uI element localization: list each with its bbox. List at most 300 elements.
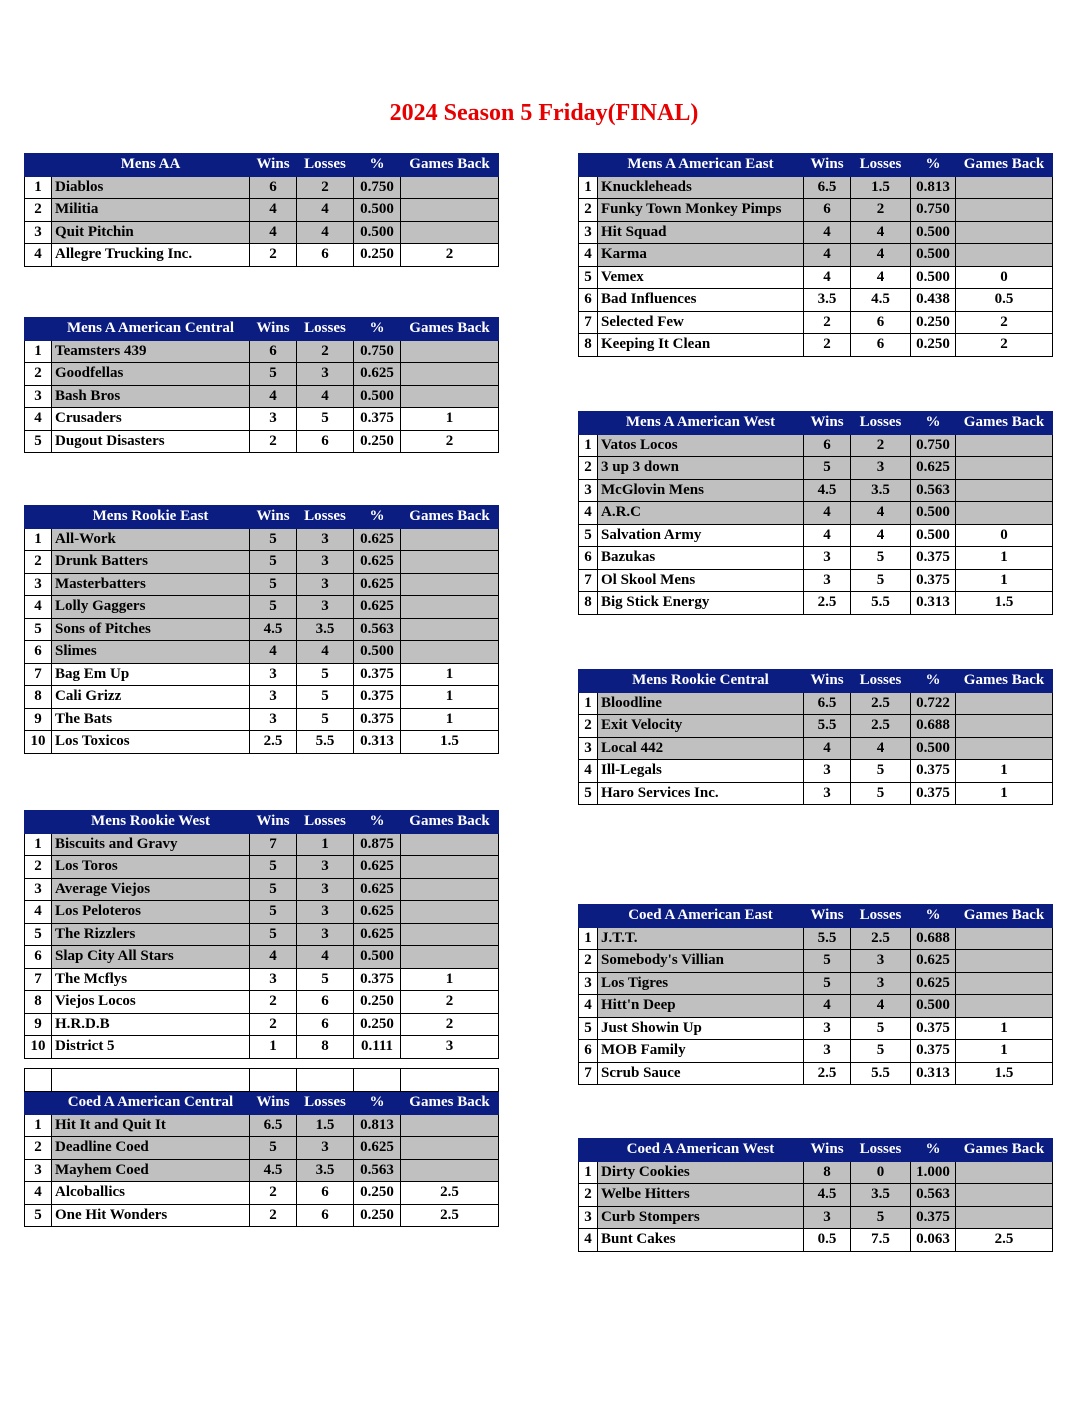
games-back-cell: 0.5: [956, 289, 1053, 312]
games-back-cell: 1: [401, 408, 499, 431]
games-back-cell: [401, 1137, 499, 1160]
wins-cell: 5: [250, 1137, 297, 1160]
games-back-cell: 1: [956, 547, 1053, 570]
pct-cell: 0.500: [911, 524, 956, 547]
rank-cell: 1: [25, 340, 52, 363]
pct-header: %: [911, 154, 956, 177]
wins-cell: 3: [804, 782, 851, 805]
wins-cell: 5: [250, 573, 297, 596]
games-back-cell: [401, 923, 499, 946]
pct-cell: 0.250: [911, 311, 956, 334]
team-row: [579, 950, 1053, 973]
team-row: [579, 692, 1053, 715]
games-back-cell: [956, 176, 1053, 199]
losses-cell: 5: [851, 547, 911, 570]
games-back-cell: 2: [401, 430, 499, 453]
losses-cell: 3: [297, 363, 354, 386]
games-back-cell: [401, 1114, 499, 1137]
wins-cell: 4.5: [250, 618, 297, 641]
pct-cell: 1.000: [911, 1161, 956, 1184]
wins-cell: 4: [804, 524, 851, 547]
pct-cell: 0.813: [354, 1114, 401, 1137]
games-back-cell: 1: [401, 708, 499, 731]
rank-cell: 10: [25, 1036, 52, 1059]
losses-cell: 3: [297, 528, 354, 551]
games-back-cell: 2: [401, 991, 499, 1014]
wins-header: Wins: [804, 670, 851, 693]
division-name: Coed A American Central: [52, 1092, 250, 1115]
team-name-cell: The Mcflys: [52, 968, 250, 991]
wins-cell: 4: [804, 502, 851, 525]
losses-cell: 5: [851, 569, 911, 592]
rank-cell: 9: [25, 1013, 52, 1036]
wins-cell: 6: [804, 434, 851, 457]
team-name-cell: Hit Squad: [598, 221, 804, 244]
losses-cell: 3: [297, 573, 354, 596]
pct-cell: 0.250: [354, 430, 401, 453]
losses-cell: 5: [851, 1040, 911, 1063]
team-name-cell: Dugout Disasters: [52, 430, 250, 453]
wins-cell: 5.5: [804, 715, 851, 738]
losses-cell: 3: [297, 1137, 354, 1160]
pct-cell: 0.500: [911, 244, 956, 267]
losses-cell: 5: [297, 663, 354, 686]
pct-cell: 0.500: [354, 221, 401, 244]
header-blank: [25, 506, 52, 529]
rank-cell: 5: [25, 1204, 52, 1227]
division-name: Mens A American East: [598, 154, 804, 177]
team-name-cell: H.R.D.B: [52, 1013, 250, 1036]
wins-header: Wins: [804, 154, 851, 177]
games-back-cell: [956, 244, 1053, 267]
wins-cell: 6: [250, 176, 297, 199]
pct-cell: 0.250: [354, 991, 401, 1014]
games-back-header: Games Back: [956, 412, 1053, 435]
rank-cell: 4: [579, 995, 598, 1018]
team-row: [25, 385, 499, 408]
pct-cell: 0.750: [354, 340, 401, 363]
division-name: Mens A American West: [598, 412, 804, 435]
games-back-cell: [956, 972, 1053, 995]
wins-cell: 2: [250, 244, 297, 267]
page-title: 2024 Season 5 Friday(FINAL): [389, 100, 699, 126]
games-back-cell: [401, 199, 499, 222]
losses-header: Losses: [297, 506, 354, 529]
pct-header: %: [354, 811, 401, 834]
losses-cell: 3: [297, 923, 354, 946]
games-back-cell: [401, 221, 499, 244]
team-name-cell: Los Toxicos: [52, 731, 250, 754]
losses-cell: 3.5: [297, 1159, 354, 1182]
team-name-cell: Hit It and Quit It: [52, 1114, 250, 1137]
team-row: [579, 782, 1053, 805]
team-row: [25, 551, 499, 574]
team-row: [25, 221, 499, 244]
pct-cell: 0.625: [354, 878, 401, 901]
losses-cell: 8: [297, 1036, 354, 1059]
pct-cell: 0.250: [354, 244, 401, 267]
rank-cell: 3: [579, 479, 598, 502]
team-name-cell: Masterbatters: [52, 573, 250, 596]
header-blank: [579, 412, 598, 435]
wins-cell: 3: [250, 408, 297, 431]
wins-cell: 6.5: [804, 176, 851, 199]
team-row: [25, 968, 499, 991]
wins-header: Wins: [804, 1139, 851, 1162]
team-name-cell: McGlovin Mens: [598, 479, 804, 502]
games-back-cell: [401, 618, 499, 641]
team-row: [25, 901, 499, 924]
rank-cell: 5: [579, 524, 598, 547]
team-row: [579, 1161, 1053, 1184]
rank-cell: 3: [579, 972, 598, 995]
wins-cell: 2: [804, 311, 851, 334]
rank-cell: 4: [579, 1229, 598, 1252]
wins-cell: 0.5: [804, 1229, 851, 1252]
team-row: [579, 995, 1053, 1018]
wins-cell: 5: [250, 363, 297, 386]
team-row: [25, 946, 499, 969]
standings-table-mens-a-american-central: [24, 317, 499, 453]
losses-cell: 6: [297, 430, 354, 453]
games-back-cell: 2: [401, 1013, 499, 1036]
losses-cell: 4: [851, 995, 911, 1018]
pct-header: %: [354, 1092, 401, 1115]
wins-header: Wins: [250, 318, 297, 341]
team-name-cell: Lolly Gaggers: [52, 596, 250, 619]
rank-cell: 2: [25, 363, 52, 386]
team-row: [25, 856, 499, 879]
header-blank: [25, 154, 52, 177]
pct-header: %: [911, 905, 956, 928]
team-name-cell: Big Stick Energy: [598, 592, 804, 615]
losses-cell: 5: [297, 686, 354, 709]
team-name-cell: Deadline Coed: [52, 1137, 250, 1160]
team-row: [579, 176, 1053, 199]
losses-cell: 4: [297, 385, 354, 408]
team-row: [25, 1013, 499, 1036]
team-row: [25, 731, 499, 754]
losses-cell: 2: [851, 434, 911, 457]
team-name-cell: Knuckleheads: [598, 176, 804, 199]
team-name-cell: Cali Grizz: [52, 686, 250, 709]
team-name-cell: Crusaders: [52, 408, 250, 431]
team-name-cell: A.R.C: [598, 502, 804, 525]
rank-cell: 9: [25, 708, 52, 731]
games-back-cell: [401, 596, 499, 619]
pct-cell: 0.688: [911, 715, 956, 738]
pct-cell: 0.500: [354, 385, 401, 408]
losses-cell: 6: [297, 1204, 354, 1227]
pct-cell: 0.250: [911, 334, 956, 357]
losses-cell: 2.5: [851, 927, 911, 950]
pct-cell: 0.875: [354, 833, 401, 856]
division-name: Mens Rookie East: [52, 506, 250, 529]
wins-cell: 5: [250, 901, 297, 924]
header-blank: [579, 1139, 598, 1162]
rank-cell: 5: [579, 782, 598, 805]
losses-header: Losses: [851, 412, 911, 435]
games-back-cell: 3: [401, 1036, 499, 1059]
pct-cell: 0.250: [354, 1182, 401, 1205]
losses-header: Losses: [297, 318, 354, 341]
team-name-cell: Welbe Hitters: [598, 1184, 804, 1207]
losses-cell: 2: [851, 199, 911, 222]
rank-cell: 4: [25, 408, 52, 431]
team-row: [25, 663, 499, 686]
games-back-cell: 1.5: [401, 731, 499, 754]
pct-cell: 0.375: [354, 968, 401, 991]
standings-table-mens-rookie-east: [24, 505, 499, 754]
team-name-cell: All-Work: [52, 528, 250, 551]
pct-cell: 0.250: [354, 1204, 401, 1227]
pct-cell: 0.563: [911, 1184, 956, 1207]
team-row: [25, 1036, 499, 1059]
games-back-cell: [401, 551, 499, 574]
team-row: [25, 833, 499, 856]
team-row: [25, 991, 499, 1014]
losses-header: Losses: [851, 670, 911, 693]
wins-cell: 4: [250, 641, 297, 664]
team-row: [25, 340, 499, 363]
pct-cell: 0.375: [911, 569, 956, 592]
games-back-cell: [401, 573, 499, 596]
pct-header: %: [911, 670, 956, 693]
rank-cell: 1: [25, 833, 52, 856]
wins-cell: 4.5: [804, 1184, 851, 1207]
rank-cell: 4: [579, 502, 598, 525]
pct-cell: 0.625: [354, 573, 401, 596]
wins-cell: 8: [804, 1161, 851, 1184]
rank-cell: 8: [579, 334, 598, 357]
wins-cell: 5: [250, 856, 297, 879]
rank-cell: 1: [579, 1161, 598, 1184]
pct-cell: 0.625: [354, 551, 401, 574]
team-name-cell: Sons of Pitches: [52, 618, 250, 641]
header-blank: [579, 154, 598, 177]
standings-table-coed-a-american-west: [578, 1138, 1053, 1252]
team-row: [579, 1062, 1053, 1085]
team-name-cell: Los Toros: [52, 856, 250, 879]
rank-cell: 7: [579, 311, 598, 334]
games-back-cell: [956, 927, 1053, 950]
rank-cell: 6: [579, 1040, 598, 1063]
rank-cell: 7: [579, 1062, 598, 1085]
wins-cell: 3: [804, 1040, 851, 1063]
team-row: [25, 686, 499, 709]
rank-cell: 7: [25, 663, 52, 686]
games-back-header: Games Back: [401, 318, 499, 341]
wins-cell: 3: [804, 1017, 851, 1040]
wins-cell: 5.5: [804, 927, 851, 950]
team-name-cell: Bloodline: [598, 692, 804, 715]
games-back-cell: [401, 363, 499, 386]
pct-cell: 0.111: [354, 1036, 401, 1059]
pct-cell: 0.750: [911, 199, 956, 222]
division-name: Coed A American West: [598, 1139, 804, 1162]
losses-cell: 2: [297, 340, 354, 363]
wins-cell: 4: [250, 946, 297, 969]
losses-cell: 5: [851, 1017, 911, 1040]
team-row: [579, 334, 1053, 357]
team-row: [25, 1137, 499, 1160]
games-back-cell: [956, 199, 1053, 222]
pct-cell: 0.500: [354, 199, 401, 222]
team-row: [25, 573, 499, 596]
rank-cell: 3: [25, 221, 52, 244]
rank-cell: 2: [579, 457, 598, 480]
pct-cell: 0.375: [911, 547, 956, 570]
team-row: [25, 199, 499, 222]
losses-cell: 3: [851, 457, 911, 480]
losses-cell: 3: [297, 878, 354, 901]
team-name-cell: Allegre Trucking Inc.: [52, 244, 250, 267]
rank-cell: 2: [25, 199, 52, 222]
header-row: [25, 318, 499, 341]
team-row: [579, 1229, 1053, 1252]
losses-cell: 3.5: [851, 479, 911, 502]
rank-cell: 5: [25, 618, 52, 641]
rank-cell: 3: [25, 1159, 52, 1182]
pct-cell: 0.375: [911, 782, 956, 805]
team-row: [25, 878, 499, 901]
rank-cell: 4: [25, 244, 52, 267]
pct-cell: 0.625: [911, 457, 956, 480]
wins-cell: 2.5: [804, 592, 851, 615]
team-name-cell: Dirty Cookies: [598, 1161, 804, 1184]
games-back-cell: [956, 1184, 1053, 1207]
rank-cell: 4: [25, 1182, 52, 1205]
pct-cell: 0.625: [354, 528, 401, 551]
team-row: [579, 715, 1053, 738]
losses-cell: 2: [297, 176, 354, 199]
losses-cell: 1.5: [297, 1114, 354, 1137]
losses-cell: 6: [297, 1013, 354, 1036]
losses-cell: 3: [851, 950, 911, 973]
team-row: [579, 927, 1053, 950]
team-row: [579, 502, 1053, 525]
games-back-cell: [401, 528, 499, 551]
losses-header: Losses: [297, 1092, 354, 1115]
standings-table-mens-aa: [24, 153, 499, 267]
team-row: [25, 408, 499, 431]
team-name-cell: Viejos Locos: [52, 991, 250, 1014]
games-back-cell: 1: [956, 1040, 1053, 1063]
team-row: [579, 199, 1053, 222]
team-row: [25, 363, 499, 386]
team-name-cell: Diablos: [52, 176, 250, 199]
games-back-cell: 1: [956, 782, 1053, 805]
team-row: [579, 972, 1053, 995]
games-back-cell: 2.5: [401, 1182, 499, 1205]
losses-cell: 3: [297, 901, 354, 924]
losses-cell: 3: [851, 972, 911, 995]
team-name-cell: Slimes: [52, 641, 250, 664]
team-name-cell: Just Showin Up: [598, 1017, 804, 1040]
pct-cell: 0.750: [354, 176, 401, 199]
wins-cell: 4: [250, 199, 297, 222]
rank-cell: 1: [579, 434, 598, 457]
games-back-cell: [401, 176, 499, 199]
games-back-cell: 2: [956, 334, 1053, 357]
rank-cell: 2: [25, 856, 52, 879]
pct-cell: 0.563: [354, 1159, 401, 1182]
losses-cell: 1.5: [851, 176, 911, 199]
pct-cell: 0.500: [911, 221, 956, 244]
games-back-cell: 2.5: [956, 1229, 1053, 1252]
standings-table-coed-a-american-central: [24, 1091, 499, 1227]
wins-cell: 7: [250, 833, 297, 856]
losses-cell: 2.5: [851, 692, 911, 715]
pct-cell: 0.063: [911, 1229, 956, 1252]
wins-cell: 5: [250, 878, 297, 901]
wins-cell: 3: [804, 547, 851, 570]
losses-cell: 5: [851, 782, 911, 805]
pct-cell: 0.313: [911, 1062, 956, 1085]
header-blank: [579, 905, 598, 928]
division-name: Mens Rookie Central: [598, 670, 804, 693]
games-back-cell: [401, 878, 499, 901]
pct-cell: 0.813: [911, 176, 956, 199]
games-back-cell: [956, 950, 1053, 973]
pct-cell: 0.375: [911, 1017, 956, 1040]
wins-cell: 6.5: [804, 692, 851, 715]
games-back-cell: [401, 901, 499, 924]
team-row: [25, 1182, 499, 1205]
header-row: [25, 154, 499, 177]
pct-cell: 0.722: [911, 692, 956, 715]
team-name-cell: Curb Stompers: [598, 1206, 804, 1229]
header-row: [579, 412, 1053, 435]
losses-cell: 5: [851, 1206, 911, 1229]
wins-cell: 4: [804, 737, 851, 760]
rank-cell: 6: [579, 547, 598, 570]
team-name-cell: Bag Em Up: [52, 663, 250, 686]
games-back-cell: [956, 1161, 1053, 1184]
losses-header: Losses: [851, 1139, 911, 1162]
games-back-cell: [956, 434, 1053, 457]
wins-cell: 3.5: [804, 289, 851, 312]
rank-cell: 8: [579, 592, 598, 615]
pct-cell: 0.438: [911, 289, 956, 312]
rank-cell: 2: [579, 715, 598, 738]
pct-cell: 0.625: [354, 856, 401, 879]
games-back-cell: 2: [956, 311, 1053, 334]
division-name: Mens Rookie West: [52, 811, 250, 834]
losses-cell: 4: [851, 502, 911, 525]
pct-header: %: [911, 1139, 956, 1162]
team-row: [579, 569, 1053, 592]
team-row: [579, 289, 1053, 312]
rank-cell: 2: [579, 1184, 598, 1207]
pct-cell: 0.500: [354, 946, 401, 969]
rank-cell: 3: [25, 573, 52, 596]
losses-cell: 5.5: [297, 731, 354, 754]
pct-cell: 0.375: [911, 1040, 956, 1063]
wins-cell: 4.5: [804, 479, 851, 502]
games-back-cell: [956, 1206, 1053, 1229]
losses-cell: 4: [297, 946, 354, 969]
team-name-cell: Local 442: [598, 737, 804, 760]
team-row: [25, 430, 499, 453]
games-back-cell: [401, 833, 499, 856]
games-back-cell: [401, 946, 499, 969]
games-back-header: Games Back: [956, 905, 1053, 928]
games-back-cell: 1: [401, 686, 499, 709]
losses-cell: 5.5: [851, 592, 911, 615]
rank-cell: 3: [579, 1206, 598, 1229]
losses-cell: 5: [297, 708, 354, 731]
